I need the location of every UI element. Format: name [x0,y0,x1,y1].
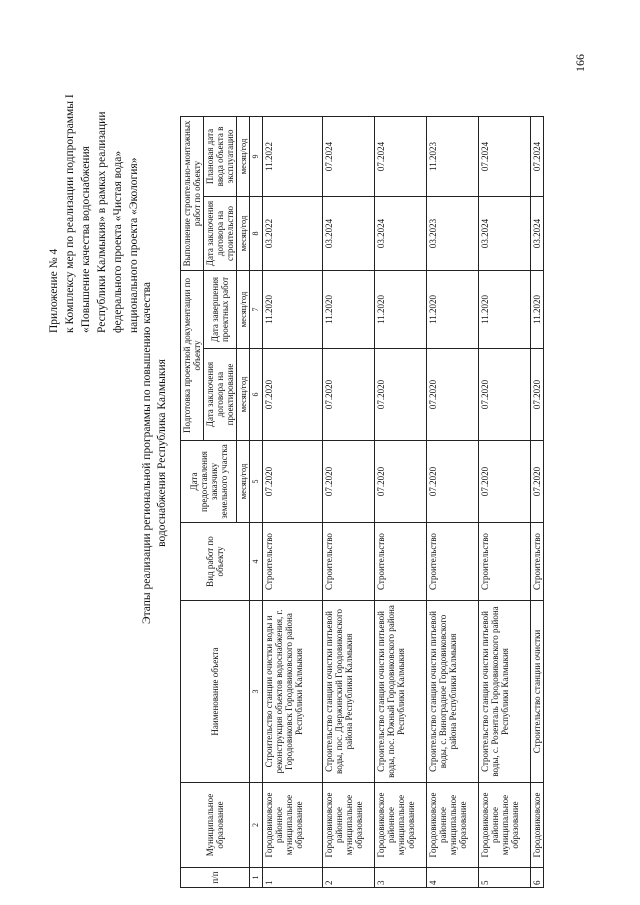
row-commissioning: 07.2024 [531,116,544,196]
stages-table [180,17,544,888]
header-design-contract: Дата заключения договора на проектирование [204,349,237,441]
row-design-contract: 07.2020 [263,349,323,441]
row-commissioning: 07.2024 [323,116,375,196]
rotated-page-content [40,18,560,888]
row-work-type: Строительство [263,523,323,601]
header-design-group: Подготовка проектной документации по объекту [181,270,204,440]
row-construction-contract: 03.2023 [427,196,479,270]
row-land-date: 07.2020 [531,441,544,523]
col-index: 3 [250,601,263,783]
row-commissioning: 11.2022 [263,116,323,196]
header-design-complete: Дата завершения проектных работ [204,270,237,348]
col-index: 8 [250,196,263,270]
row-design-complete: 11.2020 [479,270,531,348]
unit-cell: месяц/год [237,116,250,196]
header-commissioning: Плановая дата ввода объекта в эксплуатацию [204,116,237,196]
row-object: Строительство станции очистки питьевой воды, с. Виноградное Городовиковского района Республики Калмыкия [427,601,479,783]
row-design-complete: 11.2020 [531,270,544,348]
header-object-name: Наименование объекта [181,601,250,783]
row-design-contract: 07.2020 [375,349,427,441]
appendix-line: к Комплексу мер по реализации подпрограммы I [64,94,76,333]
appendix-line: Приложение № 4 [48,248,60,333]
page-number: 166 [573,54,587,72]
row-municipality: Городовиковское районное муниципальное образование [375,783,427,868]
appendix-line: «Повышение качества водоснабжения [80,146,92,333]
unit-cell: месяц/год [237,270,250,348]
row-design-complete: 11.2020 [427,270,479,348]
col-index: 7 [250,270,263,348]
row-municipality: Городовиковское [531,783,544,868]
row-design-contract: 07.2020 [323,349,375,441]
row-work-type: Строительство [323,523,375,601]
col-index: 9 [250,116,263,196]
title-line-1: Этапы реализации региональной программы по повышению качества [141,282,153,624]
row-object: Строительство станции очистки [531,601,544,783]
row-object: Строительство станции очистки питьевой воды, пос. Дзержинский Городовиковского района Республики Калмыкия [323,601,375,783]
header-construction-contract: Дата заключения договора на строительство [204,196,237,270]
row-municipality: Городовиковское районное муниципальное образование [263,783,323,868]
column-index-row [250,17,263,887]
row-design-complete: 11.2020 [375,270,427,348]
header-municipality: Муниципальное образование [181,783,250,868]
row-commissioning: 07.2024 [479,116,531,196]
appendix-line: национального проекта «Экология» [128,157,140,333]
document-title [140,18,170,888]
row-work-type: Строительство [479,523,531,601]
row-construction-contract: 03.2024 [479,196,531,270]
row-land-date: 07.2020 [323,441,375,523]
col-index: 4 [250,523,263,601]
row-design-complete: 11.2020 [263,270,323,348]
unit-cell: месяц/год [237,196,250,270]
table-row [375,17,427,887]
col-index: 6 [250,349,263,441]
row-design-contract: 07.2020 [531,349,544,441]
row-work-type: Строительство [375,523,427,601]
row-number: 6 [531,868,544,888]
unit-cell: месяц/год [237,349,250,441]
header-construction-group: Выполнение строительно-монтажных работ по объекту [181,116,204,270]
table-row [263,17,323,887]
row-number: 3 [375,868,427,888]
table-row [323,17,375,887]
row-construction-contract: 03.2024 [375,196,427,270]
row-land-date: 07.2020 [479,441,531,523]
unit-cell: месяц/год [237,441,250,523]
row-work-type: Строительство [427,523,479,601]
row-municipality: Городовиковское районное муниципальное образование [323,783,375,868]
table-row [531,17,544,887]
row-number: 1 [263,868,323,888]
table-row [427,17,479,887]
row-municipality: Городовиковское районное муниципальное образование [479,783,531,868]
header-land-date: Дата предоставления заказчику земельного участка [181,441,237,523]
row-commissioning: 11.2023 [427,116,479,196]
appendix-line: федерального проекта «Чистая вода» [112,150,124,333]
table-row [479,17,531,887]
row-commissioning: 07.2024 [375,116,427,196]
row-number: 5 [479,868,531,888]
header-work-type: Вид работ по объекту [181,523,250,601]
row-municipality: Городовиковское районное муниципальное образование [427,783,479,868]
col-index: 2 [250,783,263,868]
row-design-contract: 07.2020 [479,349,531,441]
col-index: 5 [250,441,263,523]
row-construction-contract: 03.2022 [263,196,323,270]
row-land-date: 07.2020 [263,441,323,523]
row-construction-contract: 03.2024 [531,196,544,270]
row-design-contract: 07.2020 [427,349,479,441]
row-land-date: 07.2020 [427,441,479,523]
row-land-date: 07.2020 [375,441,427,523]
header-num: п/п [181,868,250,888]
row-design-complete: 11.2020 [323,270,375,348]
row-number: 2 [323,868,375,888]
row-number: 4 [427,868,479,888]
row-object: Строительство станции очистки воды и реконструкция объектов водоснабжения, г. Городовиковск Городовиковского района Республики Калмыкия [263,601,323,783]
col-index: 1 [250,868,263,888]
row-object: Строительство станции очистки питьевой воды, с. Розенталь Городовиковского района Республики Калмыкия [479,601,531,783]
row-object: Строительство станции очистки питьевой воды, пос. Южный Городовиковского района Республики Калмыкия [375,601,427,783]
appendix-header [46,21,142,333]
appendix-line: Республики Калмыкия» в рамках реализации [96,111,108,333]
row-work-type: Строительство [531,523,544,601]
row-construction-contract: 03.2024 [323,196,375,270]
empty-margin [181,17,323,116]
title-line-2: водоснабжения Республика Калмыкия [156,359,168,547]
header-row-1 [181,17,204,887]
